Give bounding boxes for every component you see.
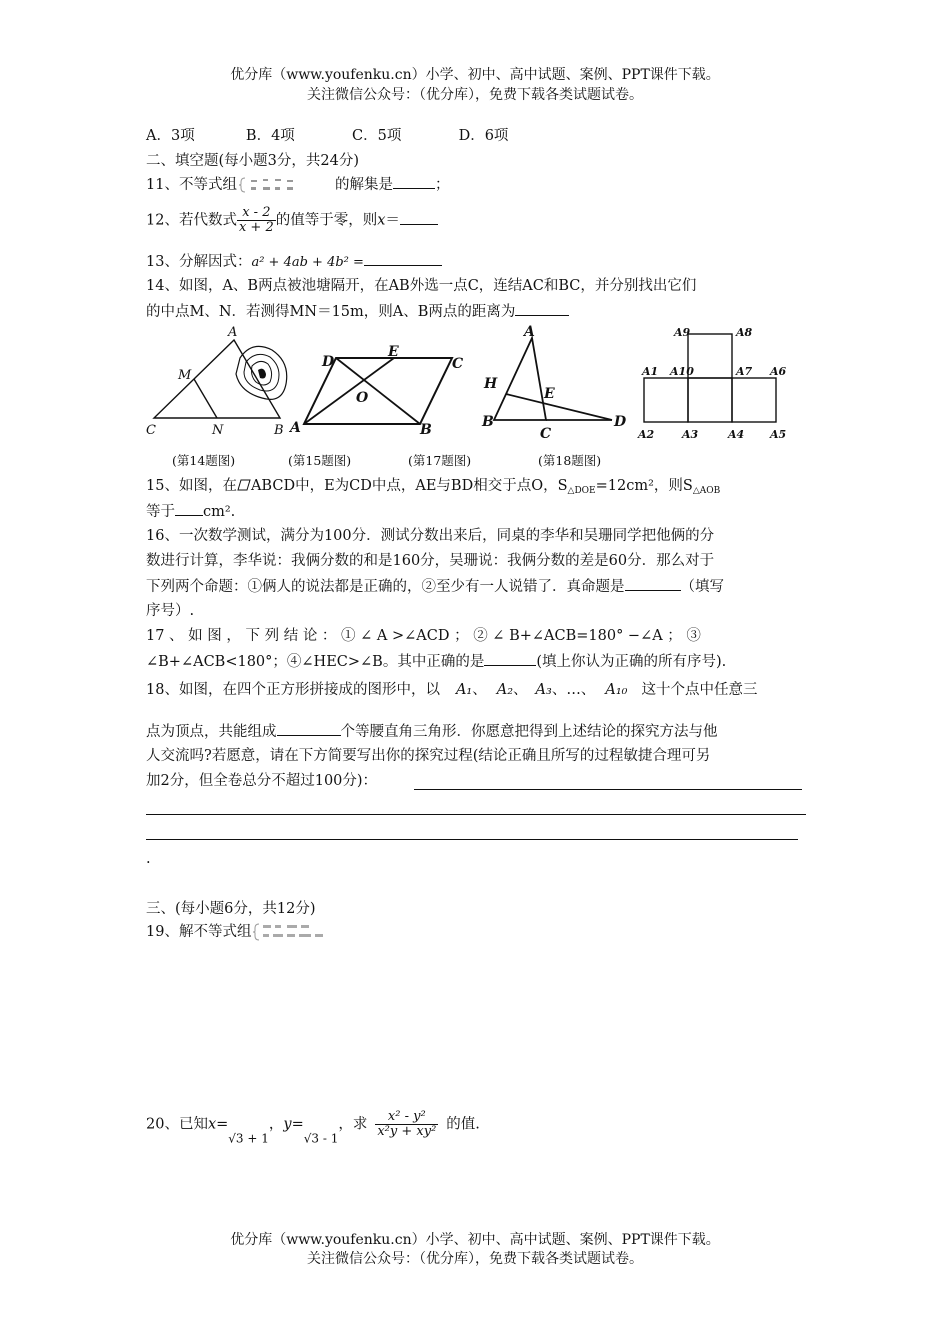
- fig17-label-b: B: [482, 414, 494, 430]
- fig18-label-a10: A10: [670, 365, 694, 378]
- figure-14-triangle-pond: [140, 322, 300, 442]
- answer-blank-18[interactable]: [277, 721, 341, 736]
- question-16-line-4: 序号）.: [146, 603, 195, 619]
- option-b: B．4项: [245, 128, 295, 144]
- fig18-label-a2: A2: [638, 428, 655, 441]
- option-a: A．3项: [146, 128, 195, 144]
- question-18-line-1: 18、如图，在四个正方形拼接成的图形中，以 A₁、 A₂、 A₃、…、 A₁₀ 这十个点中任意三: [146, 682, 758, 698]
- question-18-line-3: 人交流吗?若愿意，请在下方简要写出你的探究过程(结论正确且所写的过程敏捷合理可另: [146, 748, 711, 764]
- answer-line-2[interactable]: [146, 814, 806, 815]
- fig18-label-a6: A6: [770, 365, 787, 378]
- fig18-label-a9: A9: [674, 326, 691, 339]
- fig15-label-c: C: [452, 356, 464, 372]
- footer-line-2: 关注微信公众号：（优分库），免费下载各类试题试卷。: [307, 1251, 643, 1267]
- question-15-line-2: 等于 cm².: [146, 501, 235, 522]
- answer-line-1[interactable]: [414, 789, 802, 790]
- fig18-label-a7: A7: [736, 365, 753, 378]
- question-14-line-1: 14、如图，A、B两点被池塘隔开，在AB外选一点C，连结AC和BC，并分别找出它们: [146, 278, 697, 294]
- fig15-label-d: D: [322, 354, 335, 370]
- footer-line-1: 优分库（www.youfenku.cn）小学、初中、高中试题、案例、PPT课件下载。: [230, 1232, 720, 1248]
- answer-blank-12[interactable]: [400, 210, 438, 225]
- header-line-2: 关注微信公众号：（优分库），免费下载各类试题试卷。: [307, 87, 643, 103]
- question-16-line-3: 下列两个命题：①俩人的说法都是正确的，②至少有一人说错了．真命题是 （填写: [146, 576, 724, 597]
- section-3-title: 三、(每小题6分，共12分): [146, 901, 316, 917]
- fig14-label-n: N: [212, 423, 224, 438]
- question-19: 19、解不等式组: [146, 922, 391, 942]
- answer-blank-16[interactable]: [625, 576, 681, 591]
- option-c: C．5项: [352, 128, 402, 144]
- question-14-line-2: 的中点M、N．若测得MN＝15m，则A、B两点的距离为: [146, 301, 569, 322]
- answer-blank-17[interactable]: [484, 651, 536, 666]
- fig17-label-c: C: [540, 426, 552, 442]
- inequality-system-image: [251, 922, 391, 942]
- answer-end-period: .: [146, 851, 151, 867]
- fig17-label-e: E: [544, 386, 555, 402]
- caption-fig-18: (第18题图): [538, 453, 602, 468]
- question-11: 11、不等式组 的解集是 ；: [146, 174, 449, 195]
- fig18-label-a5: A5: [770, 428, 787, 441]
- figure-17-triangle: [478, 322, 628, 442]
- answer-options: [146, 126, 508, 146]
- fig15-label-b: B: [420, 422, 432, 438]
- question-18-line-2: 点为顶点，共能组成 个等腰直角三角形．你愿意把得到上述结论的探究方法与他: [146, 721, 718, 742]
- fig14-label-c: C: [146, 423, 156, 438]
- question-13: 13、分解因式：a² + 4ab + 4b² =: [146, 251, 442, 273]
- answer-line-3[interactable]: [146, 839, 798, 840]
- figure-18-four-squares: [632, 322, 792, 446]
- header-line-1: 优分库（www.youfenku.cn）小学、初中、高中试题、案例、PPT课件下载。: [230, 67, 720, 83]
- question-16-line-1: 16、一次数学测试，满分为100分．测试分数出来后，同桌的李华和吴珊同学把他俩的分: [146, 528, 715, 544]
- fig17-label-a: A: [524, 324, 535, 340]
- question-12: 12、若代数式 $\frac{x - 2}{x + 2}$ 的值等于零，则x＝: [146, 206, 438, 235]
- fig18-label-a3: A3: [682, 428, 699, 441]
- question-15-line-1: 15、如图，在 ABCD中，E为CD中点，AE与BD相交于点O，$S_{\triangle DOE}=12cm^2$，则$S_{\triangle AOB}$: [146, 478, 721, 496]
- question-18-line-4: 加2分，但全卷总分不超过100分)：: [146, 773, 378, 789]
- fraction-20: $\frac{\text{x² - y²}}{\text{x²y + xy²}}$: [377, 1109, 437, 1139]
- question-17-line-1: 17 、 如 图 ， 下 列 结 论 ： ① ∠ A >∠ACD ； ② ∠ B+∠ACB=180° −∠A ； ③: [146, 628, 701, 644]
- answer-blank-14[interactable]: [515, 301, 569, 316]
- caption-fig-17: (第17题图): [408, 453, 472, 468]
- fig17-label-d: D: [614, 414, 627, 430]
- figure-15-parallelogram: [288, 340, 468, 440]
- answer-blank-11[interactable]: [393, 174, 435, 189]
- fig18-label-a4: A4: [728, 428, 745, 441]
- answer-blank-15[interactable]: [175, 501, 203, 516]
- fig18-label-a1: A1: [642, 365, 659, 378]
- caption-fig-14: (第14题图): [172, 453, 236, 468]
- fig15-label-e: E: [388, 344, 399, 360]
- fig18-label-a8: A8: [736, 326, 753, 339]
- fraction-12: $\frac{x - 2}{x + 2}$: [238, 205, 274, 235]
- option-d: D．6项: [458, 128, 509, 144]
- fig15-label-o: O: [356, 390, 369, 406]
- question-16-line-2: 数进行计算，李华说：我俩分数的和是160分，吴珊说：我俩分数的差是60分．那么对于: [146, 553, 715, 569]
- caption-fig-15: (第15题图): [288, 453, 352, 468]
- answer-blank-13[interactable]: [364, 251, 442, 266]
- fig14-label-a: A: [228, 325, 238, 340]
- fig17-label-h: H: [484, 376, 498, 392]
- fig14-label-m: M: [178, 368, 192, 383]
- question-20: 20、已知$x=_{√3 + 1}$，$y=_{√3 - 1}$，求 $\frac{\text{x² - y²}}{\text{x²y + xy²}}$ 的值.: [146, 1109, 480, 1146]
- fig15-label-a: A: [290, 420, 301, 436]
- inequality-brace-image: [237, 176, 335, 194]
- parallelogram-symbol-icon: [237, 477, 251, 489]
- section-2-title: 二、填空题(每小题3分，共24分): [146, 153, 359, 169]
- fig14-label-b: B: [274, 423, 284, 438]
- question-17-line-2: ∠B+∠ACB<180°；④∠HEC>∠B。其中正确的是 (填上你认为正确的所有序号).: [146, 651, 726, 672]
